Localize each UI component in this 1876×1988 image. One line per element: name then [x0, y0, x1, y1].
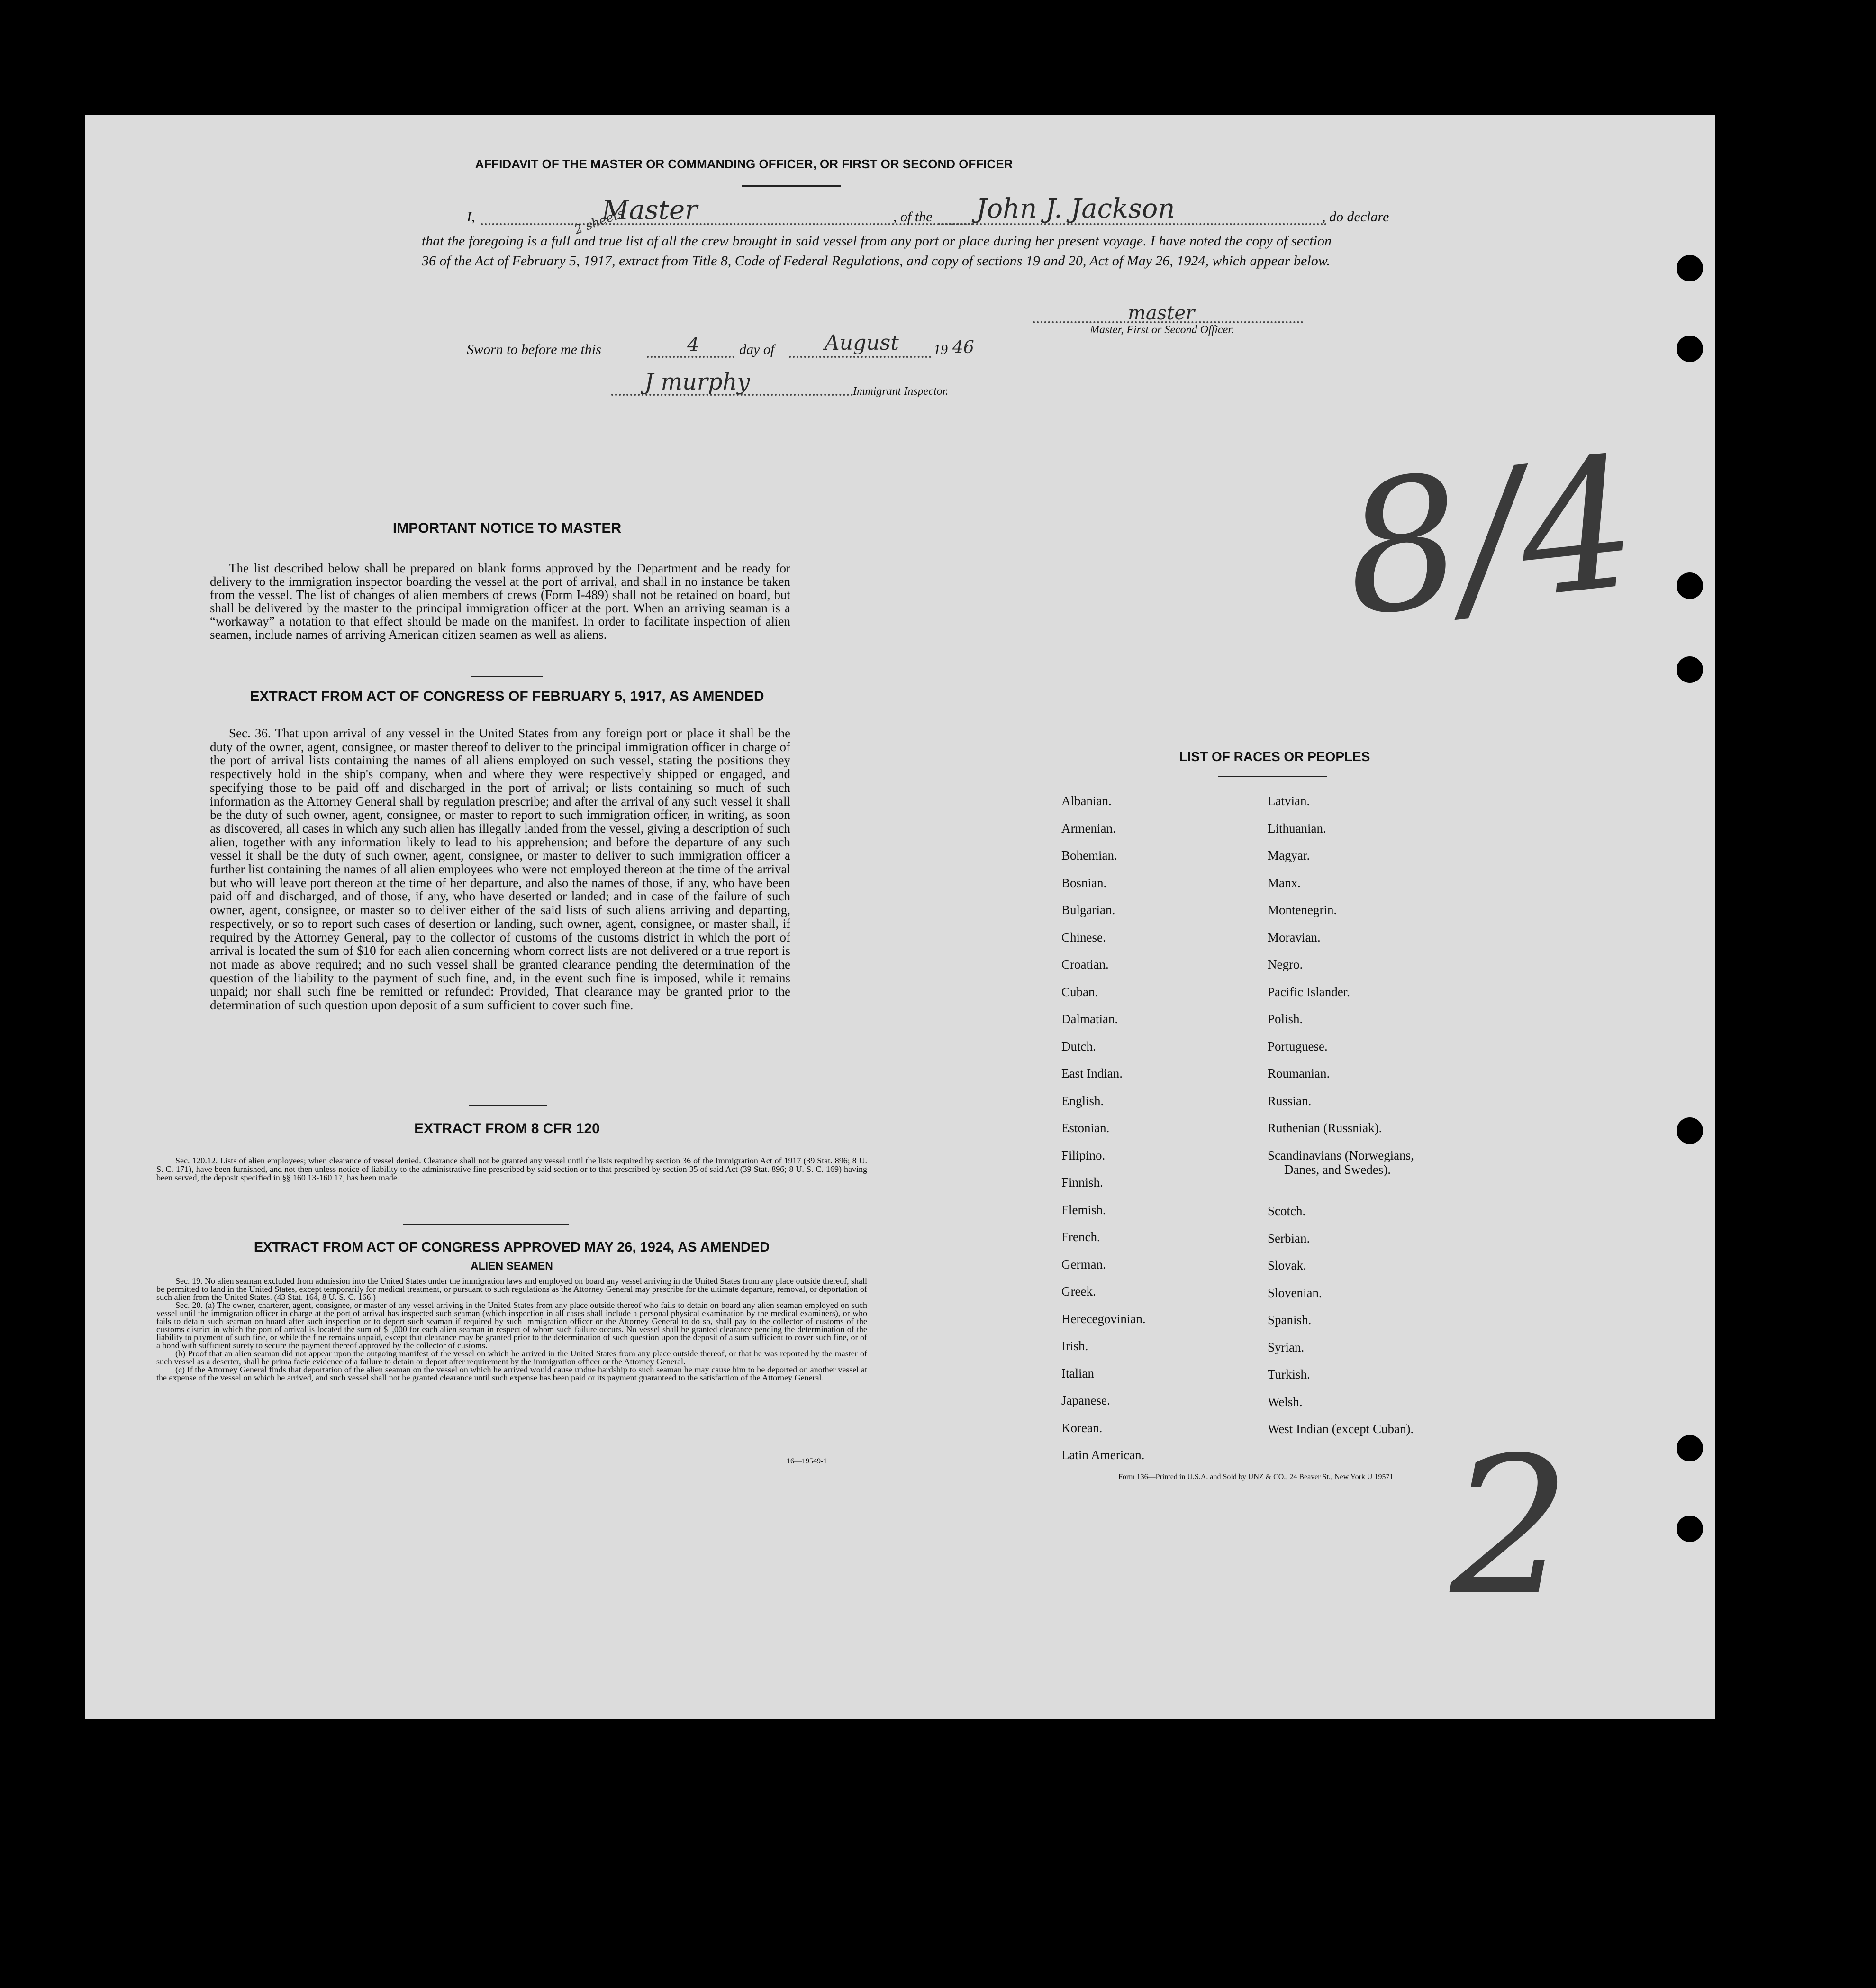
- race-item: Greek.: [1061, 1284, 1096, 1298]
- punch-hole: [1677, 656, 1703, 683]
- notice-title: IMPORTANT NOTICE TO MASTER: [392, 520, 622, 536]
- affidavit-title: AFFIDAVIT OF THE MASTER OR COMMANDING OFFICER, OR FIRST OR SECOND OFFICER: [475, 157, 1013, 171]
- extract-1917-text: Sec. 36. That upon arrival of any vessel in the United States from any foreign port or place it shall be the duty of the owner, agent, consignee, or master thereof to deliver to the principal immigration officer in charge of the port of arrival lists containing the names of all aliens employed on such vessel, stating the positions they respectively hold in the ship's company, when and where they were respectively shipped or engaged, and specifying those to be paid off and discharged in the port of arrival; or lists containing so much of such information as the Attorney General shall by regulation prescribe; and after the arrival of any such vessel it shall be the duty of such owner, agent, consignee, or master to report to such immigration officer, in writing, as soon as discovered, all cases in which any such alien has illegally landed from the vessel, giving a description of such alien, together with any information likely to lead to his apprehension; and before the departure of any such vessel it shall be the duty of such owner, agent, consignee, or master to deliver to such immigration officer a further list containing the names of all alien employees who were not employed thereon at the time of the arrival but who will leave port thereon at the time of her departure, and also the names of those, if any, who have been paid off and discharged, and of those, if any, who have deserted or landed; and in case of the failure of such owner, agent, consignee, or master so to deliver either of the said lists of such aliens arriving and departing, respectively, or so to report such cases of desertion or landing, such owner, agent, consignee, or master shall, if required by the Attorney General, pay to the collector of customs of the customs district in which the port of arrival is located the sum of $10 for each alien concerning whom correct lists are not delivered or a true report is not made as above required; and no such vessel shall be granted clearance pending the determination of the question of the liability to the payment of such fine, and, in the event such fine is imposed, while it remains unpaid; nor shall such fine be remitted or refunded: Provided, That clearance may be granted prior to the determination of such question upon deposit of a sum sufficient to cover such fine.: [210, 726, 790, 1013]
- form-footer: Form 136—Printed in U.S.A. and Sold by UNZ & CO., 24 Beaver St., New York U 19571: [1118, 1473, 1394, 1481]
- race-item: Lithuanian.: [1268, 821, 1326, 835]
- punch-hole: [1677, 255, 1703, 281]
- race-item: Latvian.: [1268, 794, 1310, 808]
- race-item: Cuban.: [1061, 984, 1098, 999]
- race-item: Magyar.: [1268, 848, 1310, 862]
- year-prefix: 19: [933, 342, 948, 357]
- race-item: Scandinavians (Norwegians,: [1268, 1148, 1414, 1162]
- race-item: Herecegovinian.: [1061, 1311, 1146, 1326]
- form-code: 16—19549-1: [787, 1457, 827, 1465]
- race-item: Bohemian.: [1061, 848, 1117, 862]
- officer-signature: master: [1128, 302, 1195, 324]
- race-item: Roumanian.: [1268, 1066, 1330, 1080]
- extract-1924-paragraph: Sec. 20. (a) The owner, charterer, agent, consignee, or master of any vessel arriving in the United States from any place outside thereof who fails to detain on board any alien seaman employed on such vessel until the immigration officer in charge at the port of arrival has inspected such seaman (which inspection in all cases shall include a personal physical examination by the medical examiners), or who fails to detain such seaman on board after such inspection or to deport such seaman if required by such immigration officer or the Attorney General to do so, shall pay to the collector of customs of the customs district in which the port of arrival is located the sum of $1,000 for each alien seaman in respect of whom such failure occurs. No vessel shall be granted clearance pending the determination of the liability to payment of such fine, or while the fine remains unpaid, except that clearance may be granted prior to the determination of such question upon the deposit of a sum sufficient to cover such fine, or of a bond with sufficient surety to secure the payment thereof approved by the collector of customs.: [156, 1300, 867, 1350]
- race-item: Negro.: [1268, 957, 1303, 971]
- race-item: Dalmatian.: [1061, 1012, 1118, 1026]
- signer-caption: Master, First or Second Officer.: [1090, 324, 1234, 336]
- race-item: Armenian.: [1061, 821, 1116, 835]
- extract-1924-title: EXTRACT FROM ACT OF CONGRESS APPROVED MAY 26, 1924, AS AMENDED: [254, 1240, 770, 1255]
- affidavit-declare: , do declare: [1322, 209, 1389, 225]
- race-item: Dutch.: [1061, 1039, 1096, 1053]
- race-item: Irish.: [1061, 1339, 1088, 1353]
- race-item: Italian: [1061, 1366, 1094, 1380]
- handwritten-day: 4: [687, 334, 699, 356]
- race-item: Welsh.: [1268, 1394, 1303, 1409]
- race-item: Russian.: [1268, 1093, 1312, 1108]
- race-item: Albanian.: [1061, 794, 1112, 808]
- race-item: Slovenian.: [1268, 1285, 1322, 1300]
- race-item: Danes, and Swedes).: [1284, 1162, 1391, 1177]
- race-item: Pacific Islander.: [1268, 984, 1350, 999]
- extract-cfr-text: Sec. 120.12. Lists of alien employees; when clearance of vessel denied. Clearance shall not be granted any vessel until the lists required by section 36 of the Immigration Act of 1917 (39 Stat. 896; 8 U. S. C. 171), have been furnished, and not then unless notice of liability to the administrative fine prescribed by said section or to that prescribed by section 35 of said Act (39 Stat. 896; 8 U. S. C. 169) having been served, the deposit specified in §§ 160.13-160.17, has been made.: [156, 1156, 867, 1182]
- sheet-number-annotation: 2: [1450, 1417, 1571, 1637]
- race-item: Chinese.: [1061, 930, 1106, 944]
- punch-hole: [1677, 1435, 1703, 1461]
- race-item: English.: [1061, 1093, 1104, 1108]
- sworn-text: Sworn to before me this: [467, 342, 601, 357]
- handwritten-month: August: [825, 331, 899, 355]
- race-item: Turkish.: [1268, 1367, 1310, 1381]
- race-item: Korean.: [1061, 1420, 1103, 1435]
- handwritten-master-name: Master: [602, 195, 698, 226]
- document-page: [85, 115, 1715, 1719]
- race-item: Moravian.: [1268, 930, 1321, 944]
- race-item: Slovak.: [1268, 1258, 1306, 1272]
- race-item: Ruthenian (Russniak).: [1268, 1121, 1382, 1135]
- handwritten-insert: 2 sheets: [572, 206, 626, 237]
- race-item: Finnish.: [1061, 1175, 1103, 1189]
- page-number-annotation: 8/4: [1335, 417, 1646, 656]
- race-item: Spanish.: [1268, 1313, 1312, 1327]
- extract-1917-title: EXTRACT FROM ACT OF CONGRESS OF FEBRUARY 5, 1917, AS AMENDED: [250, 689, 764, 704]
- extract-cfr-title: EXTRACT FROM 8 CFR 120: [414, 1121, 600, 1136]
- race-item: Estonian.: [1061, 1121, 1110, 1135]
- race-item: German.: [1061, 1257, 1106, 1271]
- extract-1924-paragraph: Sec. 19. No alien seaman excluded from admission into the United States under the immigration laws and employed on board any vessel arriving in the United States from any place outside thereof, shall be permitted to land in the United States, except temporarily for medical treatment, or pursuant to such regulations as the Attorney General may prescribe for the ultimate departure, removal, or deportation of such alien from the United States. (43 Stat. 164, 8 U. S. C. 166.): [156, 1276, 867, 1302]
- punch-hole: [1677, 336, 1703, 362]
- race-item: Polish.: [1268, 1012, 1303, 1026]
- day-of: day of: [739, 342, 775, 357]
- punch-hole: [1677, 1117, 1703, 1144]
- race-item: Latin American.: [1061, 1448, 1145, 1462]
- races-title: LIST OF RACES OR PEOPLES: [1179, 749, 1370, 764]
- race-item: Japanese.: [1061, 1393, 1110, 1407]
- race-item: East Indian.: [1061, 1066, 1123, 1080]
- inspector-signature: J murphy: [644, 369, 750, 395]
- race-item: Flemish.: [1061, 1202, 1106, 1217]
- race-item: Filipino.: [1061, 1148, 1106, 1162]
- handwritten-vessel-name: John J. Jackson: [976, 193, 1175, 224]
- extract-1924-paragraph: (b) Proof that an alien seaman did not appear upon the outgoing manifest of the vessel on which he arrived in the United States from any place outside thereof, or that he was reported by the master of such vessel as a deserter, shall be prima facie evidence of a failure to detain or deport after requirement by the immigration officer or the Attorney General.: [156, 1349, 867, 1366]
- race-item: Manx.: [1268, 875, 1301, 890]
- race-item: Portuguese.: [1268, 1039, 1328, 1053]
- punch-hole: [1677, 572, 1703, 599]
- race-item: Syrian.: [1268, 1340, 1305, 1354]
- race-item: French.: [1061, 1230, 1100, 1244]
- extract-1924-body: [156, 1277, 867, 1382]
- punch-hole: [1677, 1516, 1703, 1542]
- race-item: West Indian (except Cuban).: [1268, 1422, 1414, 1436]
- handwritten-year: 46: [952, 338, 974, 357]
- extract-1924-subtitle: ALIEN SEAMEN: [471, 1260, 553, 1272]
- race-item: Scotch.: [1268, 1204, 1306, 1218]
- race-item: Montenegrin.: [1268, 903, 1337, 917]
- affidavit-body: that the foregoing is a full and true list of all the crew brought in said vessel from any port or place during her present voyage. I have noted the copy of section 36 of the Act of February 5, 1917, extract from Title 8, Code of Federal Regulations, and copy of sections 19 and 20, Act of May 26, 1924, which appear below.: [422, 233, 1332, 269]
- race-item: Bosnian.: [1061, 875, 1107, 890]
- inspector-caption: Immigrant Inspector.: [853, 385, 949, 398]
- race-item: Bulgarian.: [1061, 903, 1115, 917]
- notice-text: The list described below shall be prepared on blank forms approved by the Department and be ready for delivery to the immigration inspector boarding the vessel at the port of arrival, and shall in no instance be taken from the vessel. The list of changes of alien members of crews (Form I-489) shall not be retained on board, but shall be delivered by the master to the principal immigration officer at the port. When an arriving seaman is a “workaway” a notation to that effect should be made on the manifest. In order to facilitate inspection of alien seamen, include names of arriving American citizen seamen as well as aliens.: [210, 561, 790, 642]
- affidavit-of-the: , of the: [893, 209, 933, 225]
- race-item: Serbian.: [1268, 1231, 1310, 1245]
- race-item: Croatian.: [1061, 957, 1109, 971]
- extract-1924-paragraph: (c) If the Attorney General finds that deportation of the alien seaman on the vessel on which he arrived would cause undue hardship to such seaman he may cause him to be deported on another vessel at the expense of the vessel on which he arrived, and such vessel shall not be granted clearance until such expense has been paid or its payment guaranteed to the satisfaction of the Attorney General.: [156, 1365, 867, 1382]
- divider: [742, 185, 841, 187]
- affidavit-i: I,: [467, 209, 475, 225]
